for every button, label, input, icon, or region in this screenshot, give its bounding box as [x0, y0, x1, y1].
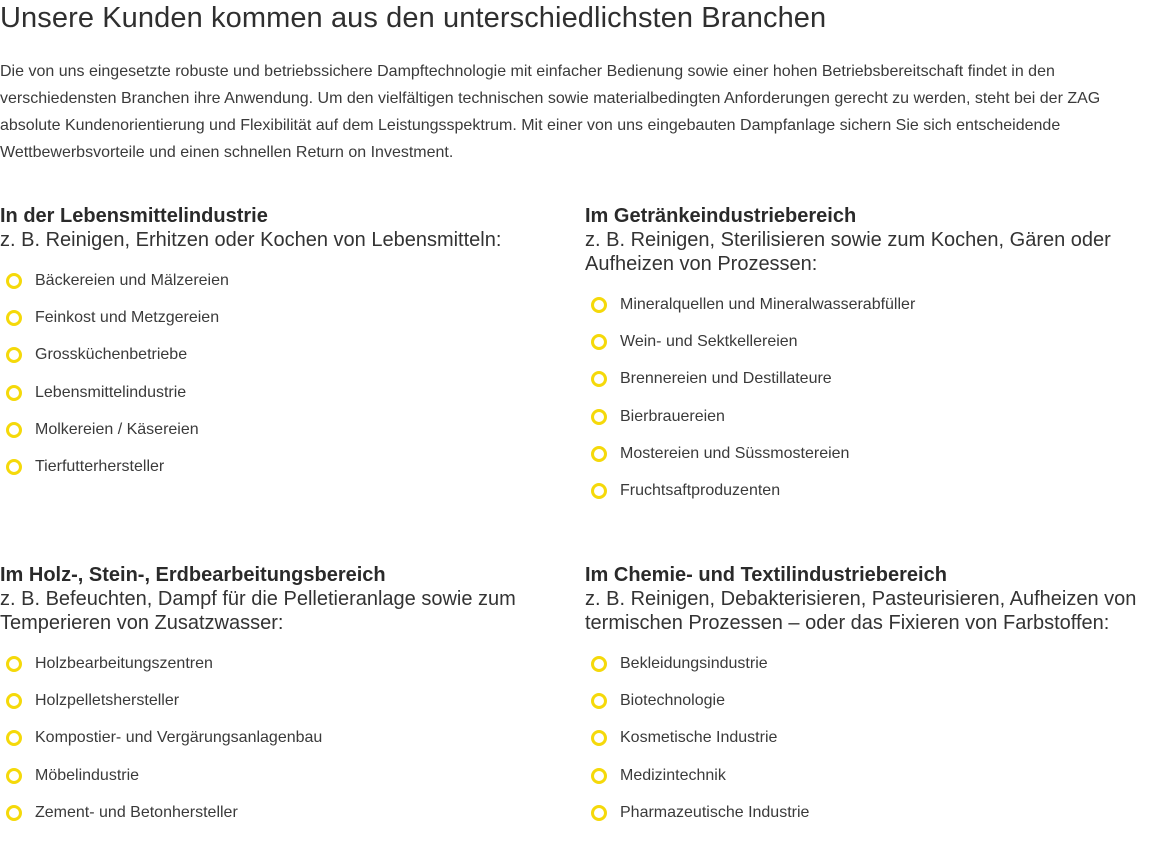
- section-heading: In der Lebensmittelindustrie: [0, 205, 268, 227]
- list-item: [0, 374, 560, 411]
- list-item-label: Holzbearbeitungszentren: [35, 655, 213, 672]
- list-item: [585, 323, 1145, 360]
- list-item: [0, 682, 560, 719]
- list-item: [585, 757, 1145, 794]
- industry-list: [0, 262, 560, 485]
- list-item: [0, 336, 560, 373]
- yellow-ring-icon: [591, 730, 607, 746]
- list-item: [585, 398, 1145, 435]
- yellow-ring-icon: [6, 768, 22, 784]
- yellow-ring-icon: [591, 371, 607, 387]
- yellow-ring-icon: [591, 446, 607, 462]
- list-item: [585, 435, 1145, 472]
- list-item-label: Mineralquellen und Mineralwasserabfüller: [620, 296, 916, 313]
- yellow-ring-icon: [591, 334, 607, 350]
- yellow-ring-icon: [591, 693, 607, 709]
- list-item: [0, 262, 560, 299]
- section-getraenkeindustrie: [585, 204, 1145, 509]
- yellow-ring-icon: [6, 422, 22, 438]
- yellow-ring-icon: [591, 768, 607, 784]
- section-holz-stein-erdbearbeitung: [0, 563, 560, 831]
- industry-list: [0, 645, 560, 831]
- list-item-label: Zement- und Betonhersteller: [35, 803, 238, 821]
- list-item-label: Fruchtsaftproduzenten: [620, 481, 781, 499]
- section-subtitle: z. B. Reinigen, Debakterisieren, Pasteurisieren, Aufheizen von termischen Prozessen – oder das Fixieren von Farbstoffen:: [585, 588, 1137, 634]
- list-item: [585, 360, 1145, 397]
- list-item-label: Mostereien und Süssmostereien: [620, 444, 850, 462]
- list-item: [0, 757, 560, 794]
- list-item-label: Brennereien und Destillateure: [620, 370, 832, 388]
- list-item: [0, 448, 560, 485]
- page-title: Unsere Kunden kommen aus den unterschiedlichsten Branchen: [0, 2, 827, 34]
- list-item-label: Bierbrauereien: [620, 407, 725, 425]
- yellow-ring-icon: [6, 805, 22, 821]
- section-heading: Im Chemie- und Textilindustriebereich: [585, 564, 947, 586]
- yellow-ring-icon: [6, 273, 22, 289]
- list-item: [585, 794, 1145, 831]
- yellow-ring-icon: [591, 483, 607, 499]
- list-item: [0, 299, 560, 336]
- yellow-ring-icon: [6, 385, 22, 401]
- yellow-ring-icon: [6, 310, 22, 326]
- yellow-ring-icon: [6, 656, 22, 672]
- section-subtitle: z. B. Reinigen, Sterilisieren sowie zum Kochen, Gären oder Aufheizen von Prozessen:: [585, 229, 1111, 275]
- list-item: [0, 411, 560, 448]
- list-item-label: Lebensmittelindustrie: [35, 383, 187, 401]
- industry-list: [585, 645, 1145, 831]
- yellow-ring-icon: [591, 297, 607, 313]
- list-item-label: Grossküchenbetriebe: [35, 346, 188, 364]
- section-lebensmittelindustrie: [0, 204, 560, 485]
- section-subtitle: z. B. Befeuchten, Dampf für die Pelletieranlage sowie zum Temperieren von Zusatzwasser:: [0, 588, 516, 634]
- list-item: [0, 719, 560, 756]
- list-item: [585, 682, 1145, 719]
- list-item: [585, 719, 1145, 756]
- list-item-label: Holzpelletshersteller: [35, 692, 180, 710]
- section-heading: Im Getränkeindustriebereich: [585, 205, 857, 227]
- list-item-label: Pharmazeutische Industrie: [620, 803, 810, 821]
- list-item: [585, 286, 1145, 323]
- list-item-label: Biotechnologie: [620, 692, 725, 710]
- industry-list: [585, 286, 1145, 509]
- list-item: [585, 472, 1145, 509]
- yellow-ring-icon: [6, 730, 22, 746]
- list-item-label: Tierfutterhersteller: [35, 457, 165, 475]
- section-chemie-textilindustrie: [585, 563, 1145, 831]
- list-item: [585, 645, 1145, 682]
- yellow-ring-icon: [6, 347, 22, 363]
- list-item-label: Feinkost und Metzgereien: [35, 309, 220, 327]
- yellow-ring-icon: [591, 409, 607, 425]
- yellow-ring-icon: [591, 805, 607, 821]
- yellow-ring-icon: [6, 693, 22, 709]
- intro-paragraph: Die von uns eingesetzte robuste und betriebssichere Dampftechnologie mit einfacher Bedienung sowie einer hohen Betriebsbereitschaft findet in den verschiedensten Branchen ihre Anwendung. Um den vielfältigen technischen sowie materialbedingten Anforderungen gerecht zu werden, steht bei der ZAG absolute Kundenorientierung und Flexibilität auf dem Leistungsspektrum. Mit einer von uns eingebauten Dampfanlage sichern Sie sich entscheidende Wettbewerbsvorteile und einen schnellen Return on Investment.: [0, 63, 1101, 161]
- list-item-label: Medizintechnik: [620, 766, 726, 784]
- section-heading: Im Holz-, Stein-, Erdbearbeitungsbereich: [0, 564, 386, 586]
- list-item-label: Molkereien / Käsereien: [35, 420, 199, 438]
- list-item-label: Bäckereien und Mälzereien: [35, 272, 229, 289]
- list-item-label: Kompostier- und Vergärungsanlagenbau: [35, 729, 323, 747]
- yellow-ring-icon: [6, 459, 22, 475]
- list-item: [0, 645, 560, 682]
- list-item-label: Wein- und Sektkellereien: [620, 333, 798, 351]
- section-subtitle: z. B. Reinigen, Erhitzen oder Kochen von Lebensmitteln:: [0, 229, 502, 251]
- list-item-label: Möbelindustrie: [35, 766, 140, 784]
- list-item-label: Kosmetische Industrie: [620, 729, 778, 747]
- list-item-label: Bekleidungsindustrie: [620, 655, 768, 672]
- yellow-ring-icon: [591, 656, 607, 672]
- list-item: [0, 794, 560, 831]
